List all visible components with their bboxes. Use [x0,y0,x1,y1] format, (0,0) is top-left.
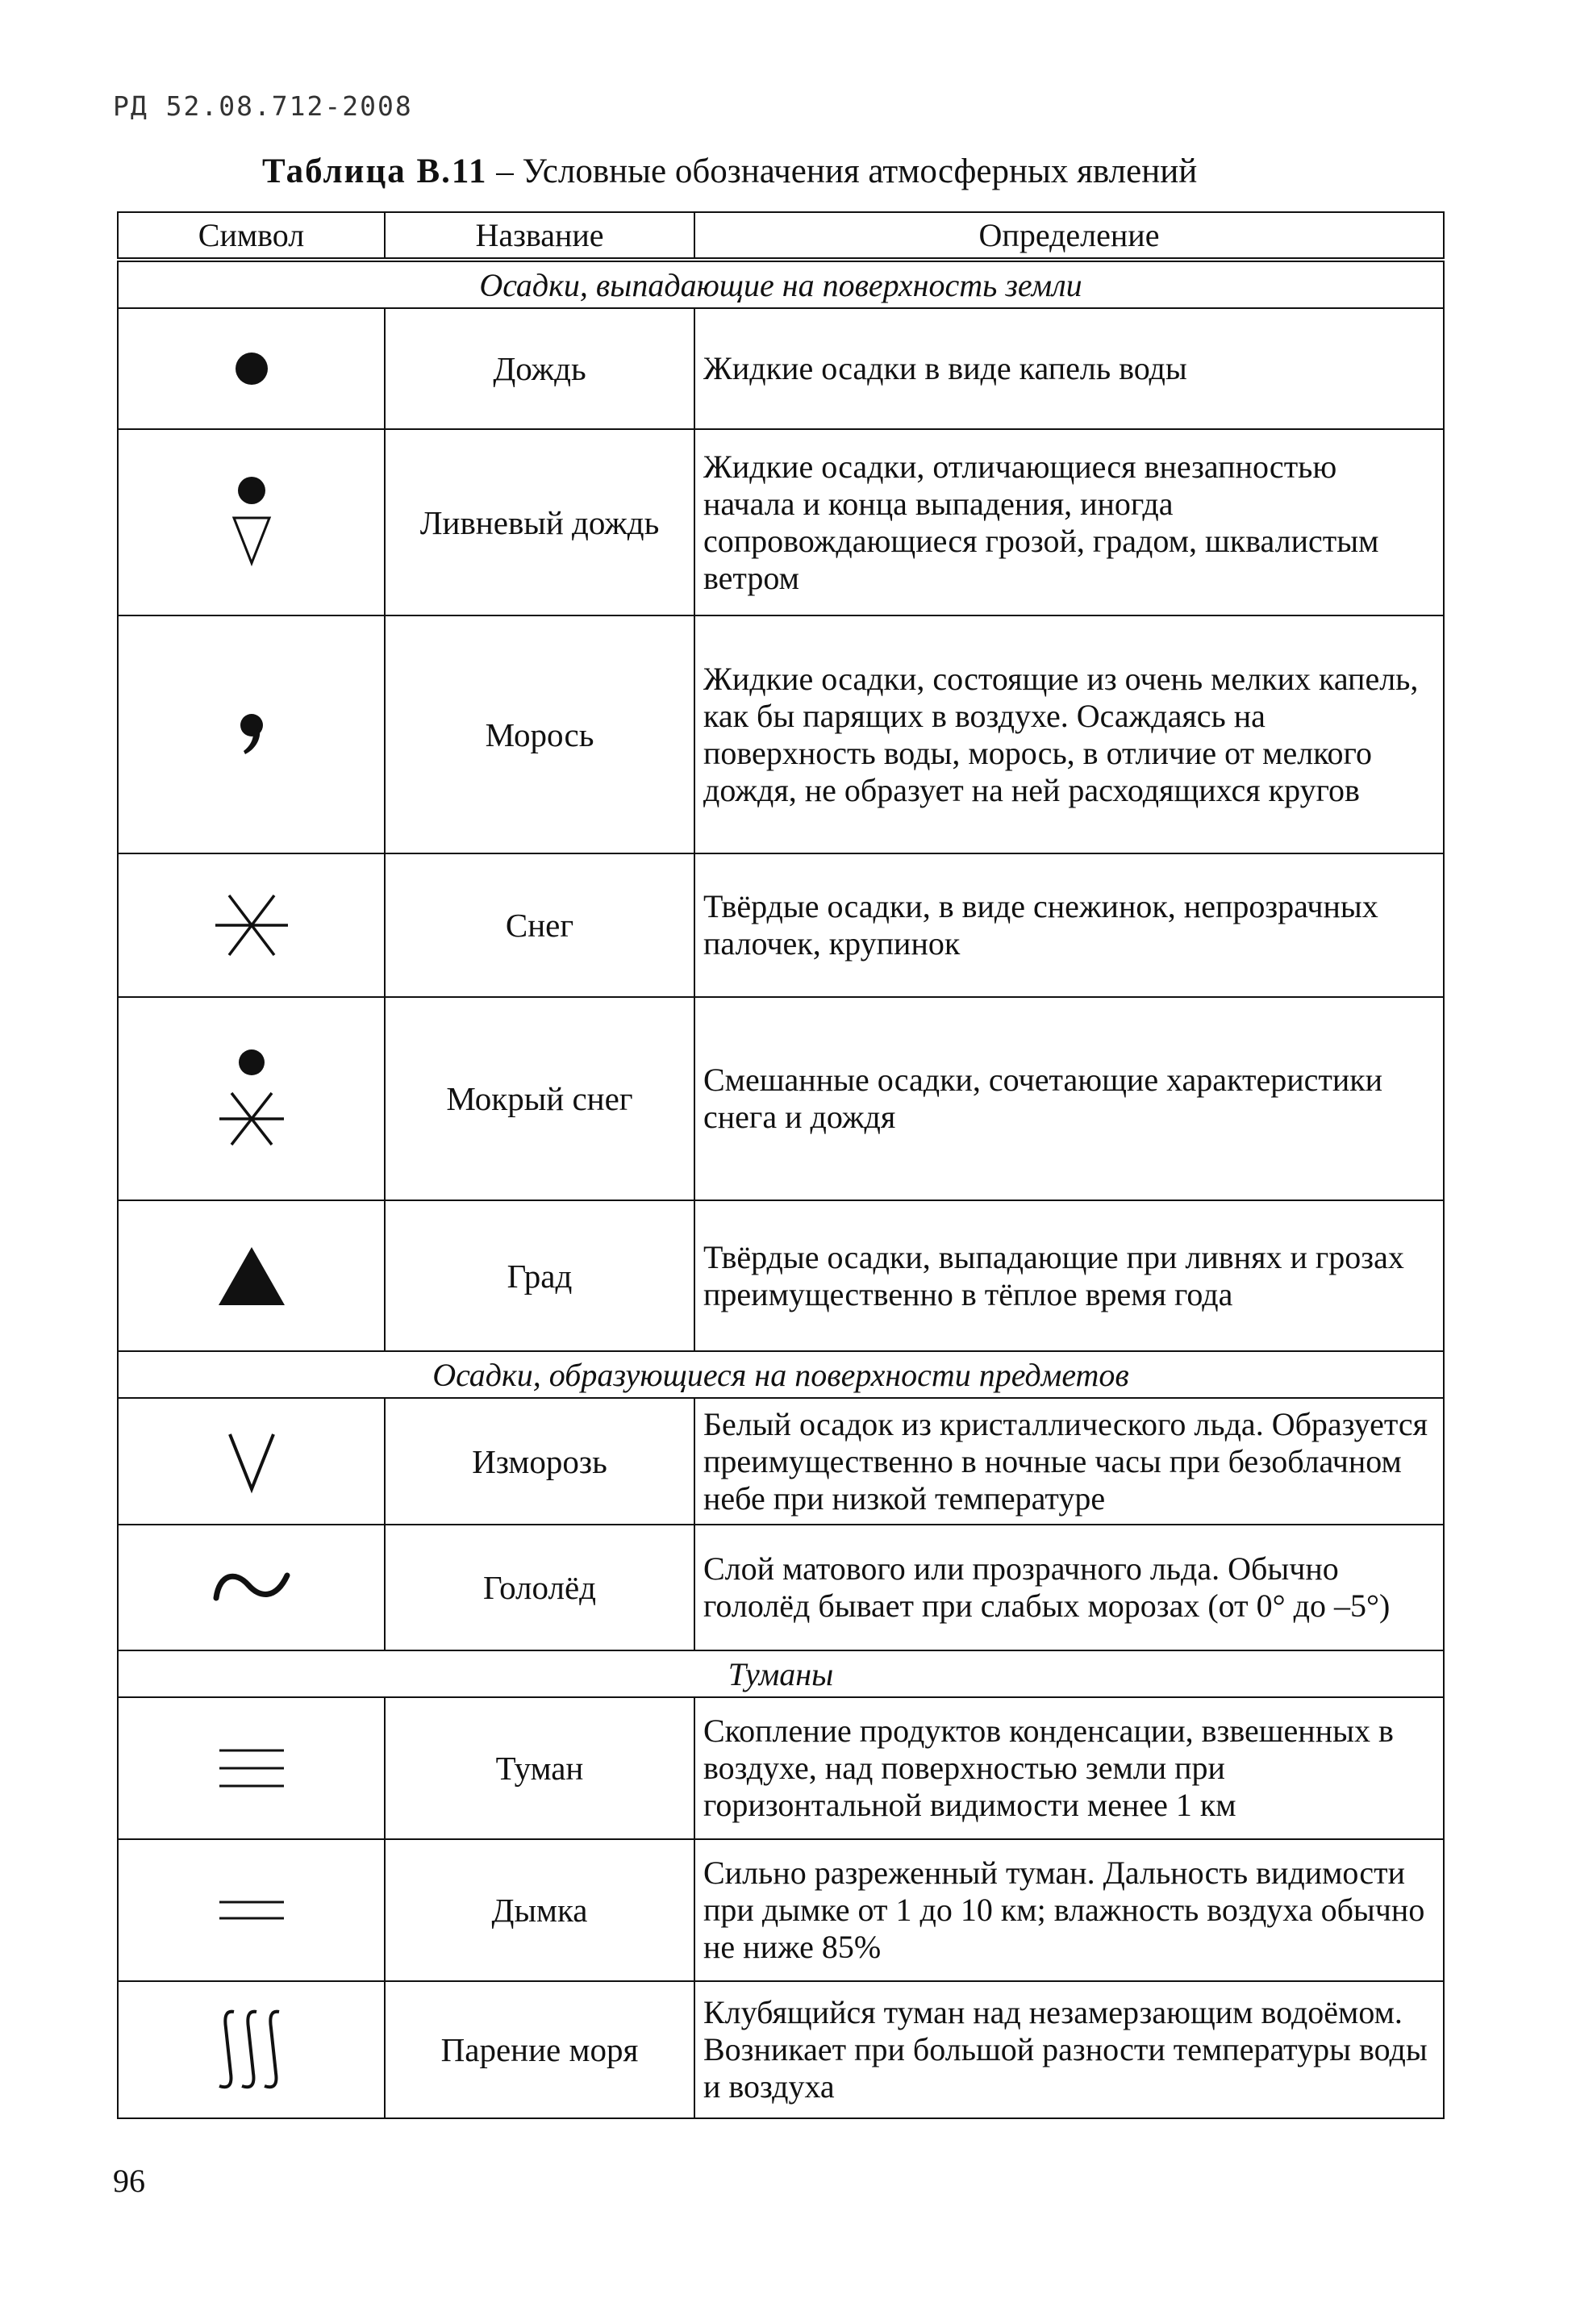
symbol-cell [118,1697,385,1839]
table-row [118,1398,1444,1525]
definition-cell: Жидкие осадки в виде капель воды [694,308,1444,429]
symbol-cell [118,1398,385,1525]
dot-over-triangle-icon [227,474,276,571]
table-row [118,1200,1444,1351]
name-cell: Изморозь [385,1398,694,1525]
column-header-name: Название [385,212,694,260]
definition-cell: Твёрдые осадки, выпадающие при ливнях и грозах преимущественно в тёплое время года [694,1200,1444,1351]
name-cell: Град [385,1200,694,1351]
table-caption-label: Таблица В.11 [262,152,488,190]
definition-cell: Сильно разреженный туман. Дальность видимости при дымке от 1 до 10 км; влажность воздуха обычно не ниже 85% [694,1839,1444,1981]
symbol-cell [118,1200,385,1351]
name-cell: Мокрый снег [385,997,694,1200]
name-cell: Снег [385,853,694,997]
definition-cell: Скопление продуктов конденсации, взвешенных в воздухе, над поверхностью земли при горизонтальной видимости менее 1 км [694,1697,1444,1839]
section-title: Осадки, выпадающие на поверхность земли [118,260,1444,308]
dot-over-asterisk-icon [215,1046,288,1151]
triple-integral-icon [211,2005,292,2094]
table-row [118,1697,1444,1839]
symbol-cell [118,1839,385,1981]
table-caption-text: – Условные обозначения атмосферных явлений [487,152,1198,190]
definition-cell: Слой матового или прозрачного льда. Обычно гололёд бывает при слабых морозах (от 0° до –5°) [694,1525,1444,1650]
column-header-definition: Определение [694,212,1444,260]
section-row [118,1351,1444,1398]
name-cell: Ливневый дождь [385,429,694,615]
column-header-symbol: Символ [118,212,385,260]
definition-cell: Жидкие осадки, состоящие из очень мелких капель, как бы парящих в воздухе. Осаждаясь на поверхность воды, морось, в отличие от мелкого дождя, не образует на ней расходящихся кругов [694,615,1444,853]
filled-triangle-icon [215,1244,288,1308]
page-number: 96 [113,2163,145,2199]
table-row [118,853,1444,997]
double-line-icon [215,1894,288,1926]
symbol-cell [118,615,385,853]
v-shape-icon [223,1429,280,1494]
tilde-icon [211,1567,292,1608]
table-row [118,1525,1444,1650]
definition-cell: Белый осадок из кристаллического льда. Образуется преимущественно в ночные часы при безоблачном небе при низкой температуре [694,1398,1444,1525]
table-row [118,615,1444,853]
table-row [118,1839,1444,1981]
symbol-cell [118,1525,385,1650]
weather-symbols-table [117,211,1445,2119]
definition-cell: Жидкие осадки, отличающиеся внезапностью начала и конца выпадения, иногда сопровождающиеся грозой, градом, шквалистым ветром [694,429,1444,615]
name-cell: Морось [385,615,694,853]
comma-icon [236,711,268,759]
section-title: Осадки, образующиеся на поверхности предметов [118,1351,1444,1398]
table-row [118,997,1444,1200]
document-code: РД 52.08.712-2008 [113,90,413,122]
section-row [118,1650,1444,1697]
asterisk-icon [211,889,292,962]
table-row [118,429,1444,615]
dot-icon [227,344,276,393]
definition-cell: Клубящийся туман над незамерзающим водоёмом. Возникает при большой разности температуры воды и воздуха [694,1981,1444,2118]
definition-cell: Твёрдые осадки, в виде снежинок, непрозрачных палочек, крупинок [694,853,1444,997]
table-row [118,308,1444,429]
triple-line-icon [215,1744,288,1792]
table-header-row [118,212,1444,260]
symbol-cell [118,429,385,615]
definition-cell: Смешанные осадки, сочетающие характеристики снега и дождя [694,997,1444,1200]
name-cell: Дымка [385,1839,694,1981]
section-title: Туманы [118,1650,1444,1697]
table-row [118,1981,1444,2118]
symbol-cell [118,853,385,997]
name-cell: Дождь [385,308,694,429]
symbol-cell [118,1981,385,2118]
name-cell: Туман [385,1697,694,1839]
name-cell: Гололёд [385,1525,694,1650]
section-row [118,260,1444,308]
symbol-cell [118,308,385,429]
symbol-cell [118,997,385,1200]
table-caption [262,152,1197,191]
name-cell: Парение моря [385,1981,694,2118]
